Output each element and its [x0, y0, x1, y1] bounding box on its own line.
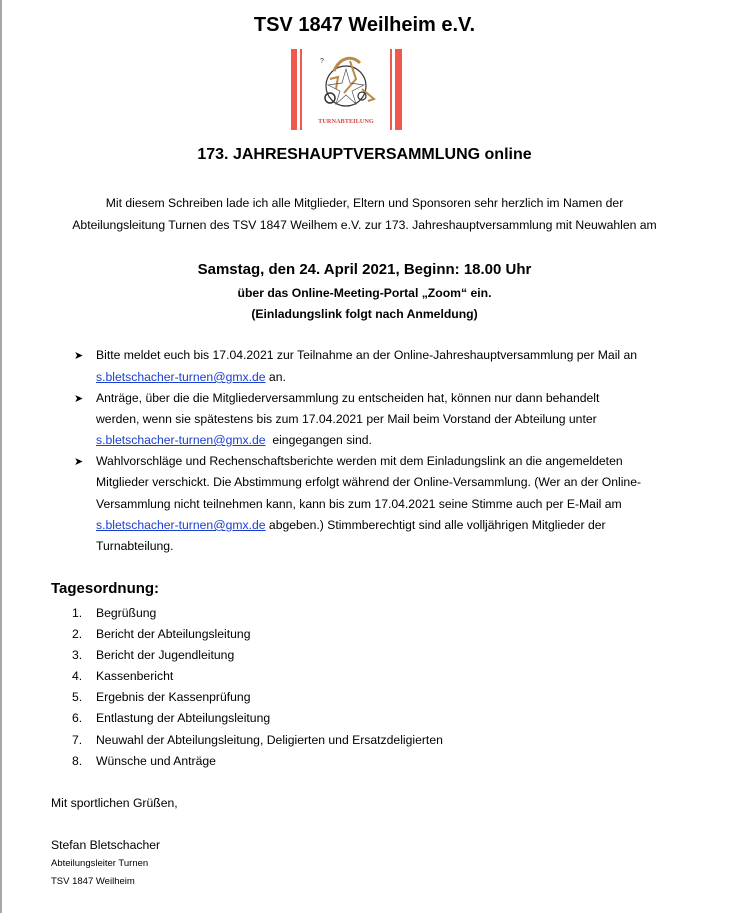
- svg-text:TURNABTEILUNG: TURNABTEILUNG: [318, 118, 374, 125]
- closing-greeting: Mit sportlichen Grüßen,: [51, 796, 178, 810]
- club-title: TSV 1847 Weilheim e.V.: [253, 14, 476, 36]
- signer-club: TSV 1847 Weilheim: [51, 876, 135, 887]
- agenda-item-text: Neuwahl der Abteilungsleitung, Deligierten und Ersatzdeligierten: [96, 733, 443, 747]
- bullet-2-line-2: werden, wenn sie spätestens bis zum 17.04.2021 per Mail beim Vorstand der Abteilung unter: [96, 412, 597, 426]
- bullet-3-line-5: Turnabteilung.: [96, 539, 174, 553]
- agenda-item-text: Bericht der Abteilungsleitung: [96, 627, 251, 641]
- agenda-item-number: 8.: [72, 754, 83, 768]
- agenda-item-number: 2.: [72, 627, 83, 641]
- bullet-1-line-1: Bitte meldet euch bis 17.04.2021 zur Teilnahme an der Online-Jahreshauptversammlung per Mail an: [96, 348, 638, 362]
- invitation-link-note: (Einladungslink folgt nach Anmeldung): [251, 307, 478, 321]
- agenda-item-text: Ergebnis der Kassenprüfung: [96, 690, 251, 704]
- agenda-item-number: 1.: [72, 606, 83, 620]
- bullet-3-line-2: Mitglieder verschickt. Die Abstimmung erfolgt während der Online-Versammlung. (Wer an der Online-: [96, 475, 642, 489]
- meeting-heading: 173. JAHRESHAUPTVERSAMMLUNG online: [197, 146, 532, 163]
- agenda-item-number: 6.: [72, 711, 83, 725]
- agenda-item-text: Entlastung der Abteilungsleitung: [96, 711, 271, 725]
- agenda-item-number: 4.: [72, 669, 83, 683]
- meeting-portal: über das Online-Meeting-Portal „Zoom“ ein.: [237, 286, 492, 300]
- bullet-3-line-1: Wahlvorschläge und Rechenschaftsberichte werden mit dem Einladungslink an die angemeldeten: [96, 454, 623, 468]
- arrow-bullet-icon: ➤: [74, 456, 84, 468]
- page-left-border: [0, 0, 2, 913]
- bullet-2-suffix: eingegangen sind.: [265, 433, 372, 447]
- bullet-1-suffix: an.: [265, 370, 286, 384]
- bullet-3-line-3: Versammlung nicht teilnehmen kann, kann bis zum 17.04.2021 seine Stimme auch per E-Mail am: [96, 497, 622, 511]
- svg-text:?: ?: [320, 58, 324, 65]
- bullet-3-suffix: abgeben.) Stimmberechtigt sind alle volljährigen Mitglieder der: [265, 518, 606, 532]
- email-link[interactable]: s.bletschacher-turnen@gmx.de: [96, 518, 266, 532]
- agenda-item-number: 7.: [72, 733, 83, 747]
- email-link[interactable]: s.bletschacher-turnen@gmx.de: [96, 433, 266, 447]
- club-logo: [290, 49, 403, 130]
- agenda-item-text: Kassenbericht: [96, 669, 174, 683]
- signer-role: Abteilungsleiter Turnen: [51, 858, 149, 869]
- intro-line-1: Mit diesem Schreiben lade ich alle Mitglieder, Eltern und Sponsoren sehr herzlich im Namen der: [105, 196, 624, 210]
- arrow-bullet-icon: ➤: [74, 393, 84, 405]
- signer-name: Stefan Bletschacher: [51, 838, 161, 852]
- bullet-3-line-4: [96, 518, 606, 532]
- meeting-date: Samstag, den 24. April 2021, Beginn: 18.00 Uhr: [197, 261, 532, 278]
- agenda-title: Tagesordnung:: [51, 580, 160, 597]
- agenda-item-text: Wünsche und Anträge: [96, 754, 216, 768]
- bullet-1-line-2: [96, 370, 286, 384]
- intro-line-2: Abteilungsleitung Turnen des TSV 1847 Weilhem e.V. zur 173. Jahreshauptversammlung mit Neuwahlen am: [72, 218, 657, 232]
- bullet-2-line-3: [96, 433, 372, 447]
- agenda-item-number: 3.: [72, 648, 83, 662]
- turnabteilung-logo-icon: [290, 49, 403, 130]
- email-link[interactable]: s.bletschacher-turnen@gmx.de: [96, 370, 266, 384]
- agenda-item-number: 5.: [72, 690, 83, 704]
- agenda-item-text: Begrüßung: [96, 606, 157, 620]
- agenda-item-text: Bericht der Jugendleitung: [96, 648, 235, 662]
- bullet-2-line-1: Anträge, über die die Mitgliederversammlung zu entscheiden hat, können nur dann behandelt: [96, 391, 600, 405]
- arrow-bullet-icon: ➤: [74, 350, 84, 362]
